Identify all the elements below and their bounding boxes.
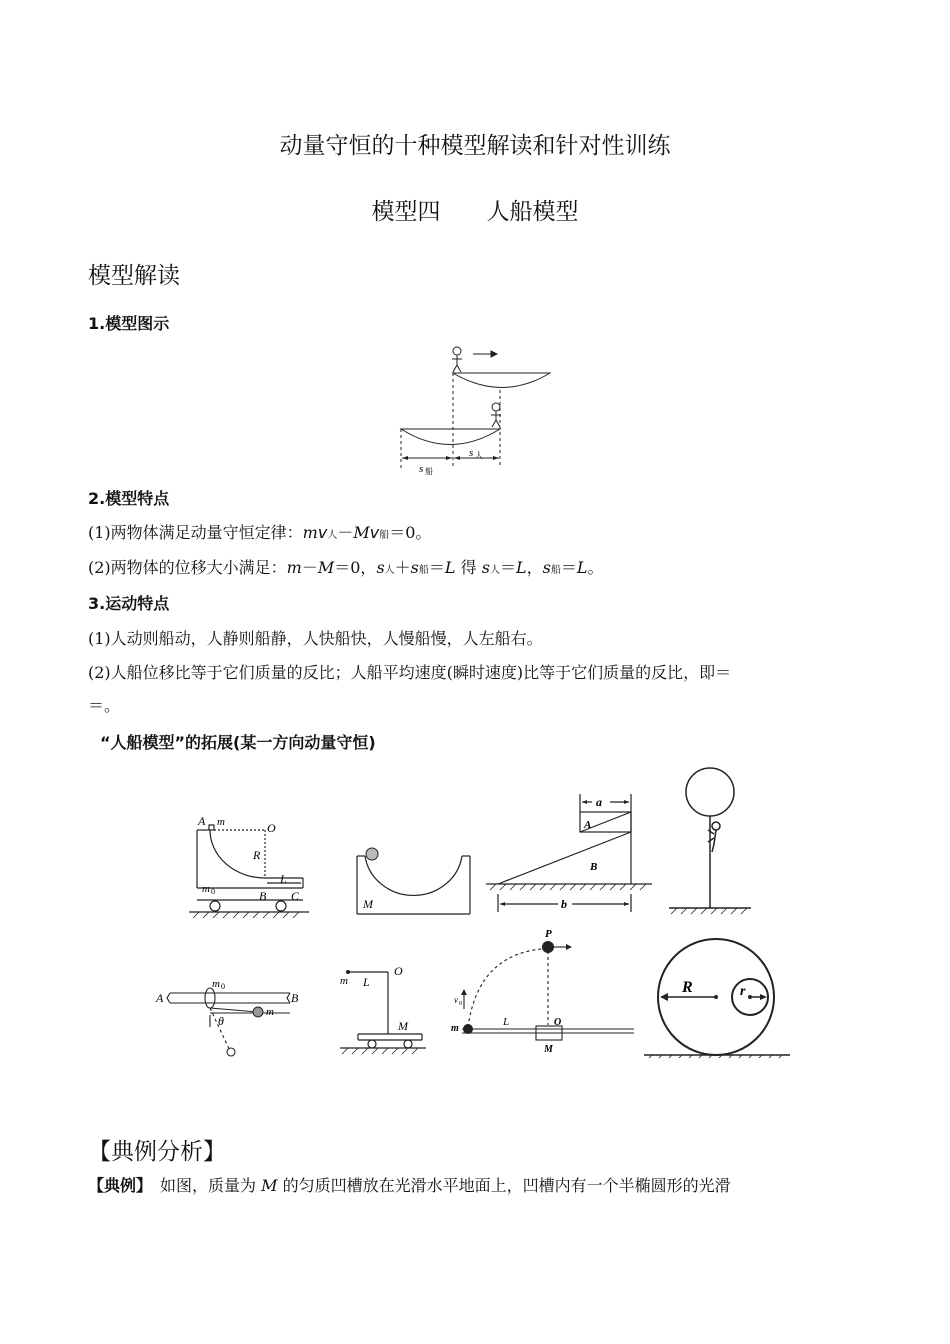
label-s-person: s	[469, 447, 474, 459]
person-boat-diagram	[380, 340, 570, 480]
paragraph-ratio-rule-end: ＝。	[88, 696, 121, 715]
section-heading-example-analysis: 【典例分析】	[88, 1139, 226, 1165]
label-s-person-sub: 人	[475, 451, 483, 460]
svg-text:L: L	[503, 1016, 510, 1028]
svg-text:0: 0	[459, 1001, 462, 1007]
item-label-model-features: 2.模型特点	[88, 489, 170, 508]
svg-text:L: L	[363, 975, 370, 989]
svg-text:P: P	[545, 928, 552, 940]
svg-text:B: B	[259, 889, 267, 903]
example-paragraph: 【典例】 如图，质量为 M 的匀质凹槽放在光滑水平地面上，凹槽内有一个半椭圆形的光滑	[88, 1176, 731, 1195]
svg-text:m: m	[451, 1023, 459, 1034]
section-heading-model-interpretation: 模型解读	[88, 263, 180, 289]
svg-text:a: a	[596, 795, 602, 809]
svg-text:0: 0	[221, 982, 225, 991]
figure-pendulum-cart	[330, 962, 430, 1057]
svg-text:m: m	[217, 816, 225, 828]
figure-quarter-arc-cart	[185, 812, 315, 920]
extension-label: “人船模型”的拓展(某一方向动量守恒)	[100, 733, 376, 752]
paragraph-displacement-relation: (2)两物体的位移大小满足：m－M＝0，s人＋s船＝L 得 s人＝L，s船＝L。	[88, 558, 604, 577]
svg-text:m: m	[212, 978, 220, 990]
svg-text:O: O	[267, 821, 276, 835]
svg-text:A: A	[198, 814, 206, 828]
svg-text:r: r	[740, 984, 746, 999]
svg-text:B: B	[590, 861, 598, 873]
svg-text:O: O	[554, 1017, 562, 1028]
svg-text:θ: θ	[218, 1014, 224, 1028]
svg-text:A: A	[584, 819, 592, 831]
svg-text:B: B	[291, 991, 299, 1005]
figure-semicircle-trough	[345, 842, 480, 918]
svg-text:0: 0	[211, 887, 215, 896]
figure-balloon-rope	[665, 764, 755, 920]
document-title: 动量守恒的十种模型解读和针对性训练	[279, 133, 671, 159]
label-s-boat: s	[419, 463, 424, 475]
svg-text:O: O	[394, 964, 403, 978]
svg-text:A: A	[156, 991, 164, 1005]
figure-ring-rod-pendulum	[150, 975, 310, 1063]
model-title: 模型四 人船模型	[371, 199, 579, 225]
svg-text:M: M	[544, 1044, 553, 1055]
figure-circle-in-circle	[640, 928, 792, 1058]
label-s-boat-sub: 船	[425, 467, 433, 476]
svg-text:L: L	[280, 872, 287, 886]
svg-text:C: C	[291, 889, 300, 903]
svg-text:M: M	[398, 1019, 408, 1033]
figure-wedges	[480, 788, 655, 918]
svg-text:m: m	[340, 975, 348, 987]
svg-text:v: v	[454, 995, 458, 1005]
item-label-model-diagram: 1.模型图示	[88, 314, 170, 333]
svg-text:m: m	[266, 1006, 274, 1018]
paragraph-motion-rule: (1)人动则船动，人静则船静，人快船快，人慢船慢，人左船右。	[88, 629, 543, 648]
example-label: 【典例】	[88, 1176, 145, 1195]
figure-rope-ball-track	[448, 925, 638, 1060]
svg-text:R: R	[682, 979, 693, 996]
svg-text:M: M	[363, 897, 373, 911]
item-label-motion-features: 3.运动特点	[88, 594, 170, 613]
svg-text:m: m	[202, 883, 210, 895]
svg-text:R: R	[253, 848, 261, 862]
paragraph-momentum-conservation: (1)两物体满足动量守恒定律：mv人－Mv船＝0。	[88, 523, 432, 542]
paragraph-ratio-rule: (2)人船位移比等于它们质量的反比；人船平均速度(瞬时速度)比等于它们质量的反比，即＝	[88, 663, 732, 682]
svg-text:b: b	[561, 897, 567, 911]
